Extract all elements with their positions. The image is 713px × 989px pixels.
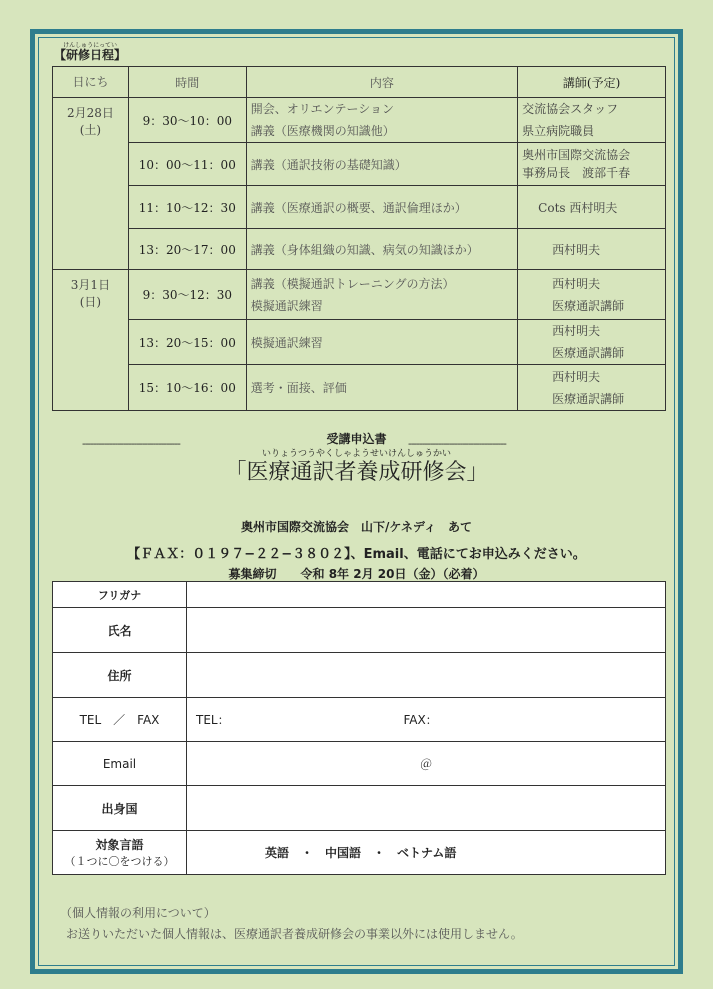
furigana-label: フリガナ xyxy=(53,582,187,608)
privacy-text: お送りいただいた個人情報は、医療通訳者養成研修会の事業以外には使用しません。 xyxy=(66,927,523,941)
application-deadline: 募集締切 令和 8年 2月 20日（金）（必着） xyxy=(228,567,485,581)
fax-prefix: FAX： xyxy=(403,713,438,727)
name-label: 氏名 xyxy=(53,608,187,653)
row-instructor: 奥州市国際交流協会 事務局長 渡部千春 xyxy=(518,143,666,186)
application-title: いりょうつうやくしゃようせいけんしゅうかい 「医療通訳者養成研修会」 xyxy=(224,449,489,485)
address-label: 住所 xyxy=(53,653,187,698)
day1-cell xyxy=(53,98,129,270)
row-instructor: 西村明夫 医療通訳講師 xyxy=(518,320,666,365)
day1-weekday: (土) xyxy=(79,123,102,137)
row-instructor: 交流協会スタッフ 県立病院職員 xyxy=(518,98,666,143)
email-at: ＠ xyxy=(419,757,432,771)
table-row xyxy=(53,365,666,411)
row-time: 15：10〜16：00 xyxy=(128,365,246,411)
form-row-name xyxy=(53,608,666,653)
row-time: 9：30〜12：30 xyxy=(128,270,246,320)
row-instructor: 西村明夫 医療通訳講師 xyxy=(518,365,666,411)
application-contact: 【ＦＡＸ：０１９７−２２−３８０２】、Email、電話にてお申込みください。 xyxy=(127,547,586,562)
dash-right: ------------------------------------ xyxy=(408,437,506,450)
form-row-email xyxy=(53,742,666,786)
table-row xyxy=(53,229,666,270)
row-instructor: Cots 西村明夫 xyxy=(518,186,666,229)
day2-cell xyxy=(53,270,129,411)
row-time: 13：20〜15：00 xyxy=(128,320,246,365)
furigana-field[interactable] xyxy=(187,582,666,608)
privacy-notice xyxy=(60,903,523,945)
day2-date: 3月1日 xyxy=(70,278,111,292)
row-time: 13：20〜17：00 xyxy=(128,229,246,270)
tel-prefix: TEL： xyxy=(196,713,230,727)
email-label: Email xyxy=(53,742,187,786)
row-content: 講義（身体組織の知識、病気の知識ほか） xyxy=(246,229,517,270)
row-content: 講義（模擬通訳トレーニングの方法） 模擬通訳練習 xyxy=(246,270,517,320)
row-content: 開会、オリエンテーション 講義（医療機関の知識他） xyxy=(246,98,517,143)
application-address: 奥州市国際交流協会 山下/ケネディ あて xyxy=(241,520,472,534)
country-field[interactable] xyxy=(187,786,666,831)
form-row-tel-fax xyxy=(53,698,666,742)
row-content: 模擬通訳練習 xyxy=(246,320,517,365)
header-date: 日にち xyxy=(53,67,129,98)
schedule-table xyxy=(52,66,666,411)
name-field[interactable] xyxy=(187,608,666,653)
table-row xyxy=(53,143,666,186)
day1-date: 2月28日 xyxy=(66,106,114,120)
tel-fax-field[interactable] xyxy=(187,698,666,742)
row-time: 11：10〜12：30 xyxy=(128,186,246,229)
language-options[interactable]: 英語 ・ 中国語 ・ ベトナム語 xyxy=(187,831,666,875)
table-row xyxy=(53,98,666,143)
form-row-country xyxy=(53,786,666,831)
application-form xyxy=(52,581,666,875)
row-content: 選考・面接、評価 xyxy=(246,365,517,411)
table-row xyxy=(53,270,666,320)
row-time: 9：30〜10：00 xyxy=(128,98,246,143)
header-content: 内容 xyxy=(246,67,517,98)
schedule-title: けんしゅうにってい 【研修日程】 xyxy=(54,42,127,62)
row-instructor: 西村明夫 医療通訳講師 xyxy=(518,270,666,320)
language-note: （１つに〇をつける） xyxy=(64,855,175,868)
country-label: 出身国 xyxy=(53,786,187,831)
header-time: 時間 xyxy=(128,67,246,98)
privacy-title: （個人情報の利用について） xyxy=(60,906,216,920)
row-instructor: 西村明夫 xyxy=(518,229,666,270)
header-instructor: 講師(予定) xyxy=(518,67,666,98)
row-content: 講義（医療通訳の概要、通訳倫理ほか） xyxy=(246,186,517,229)
address-field[interactable] xyxy=(187,653,666,698)
form-row-language xyxy=(53,831,666,875)
language-label: 対象言語 （１つに〇をつける） xyxy=(53,831,187,875)
day2-weekday: (日) xyxy=(79,295,102,309)
tel-fax-label: TEL ／ FAX xyxy=(53,698,187,742)
form-row-address xyxy=(53,653,666,698)
schedule-header-row xyxy=(53,67,666,98)
form-row-furigana xyxy=(53,582,666,608)
table-row xyxy=(53,320,666,365)
row-time: 10：00〜11：00 xyxy=(128,143,246,186)
email-field[interactable] xyxy=(187,742,666,786)
row-content: 講義（通訳技術の基礎知識） xyxy=(246,143,517,186)
table-row xyxy=(53,186,666,229)
application-heading: 受講申込書 xyxy=(326,432,387,446)
dash-left: ------------------------------------ xyxy=(82,437,180,450)
